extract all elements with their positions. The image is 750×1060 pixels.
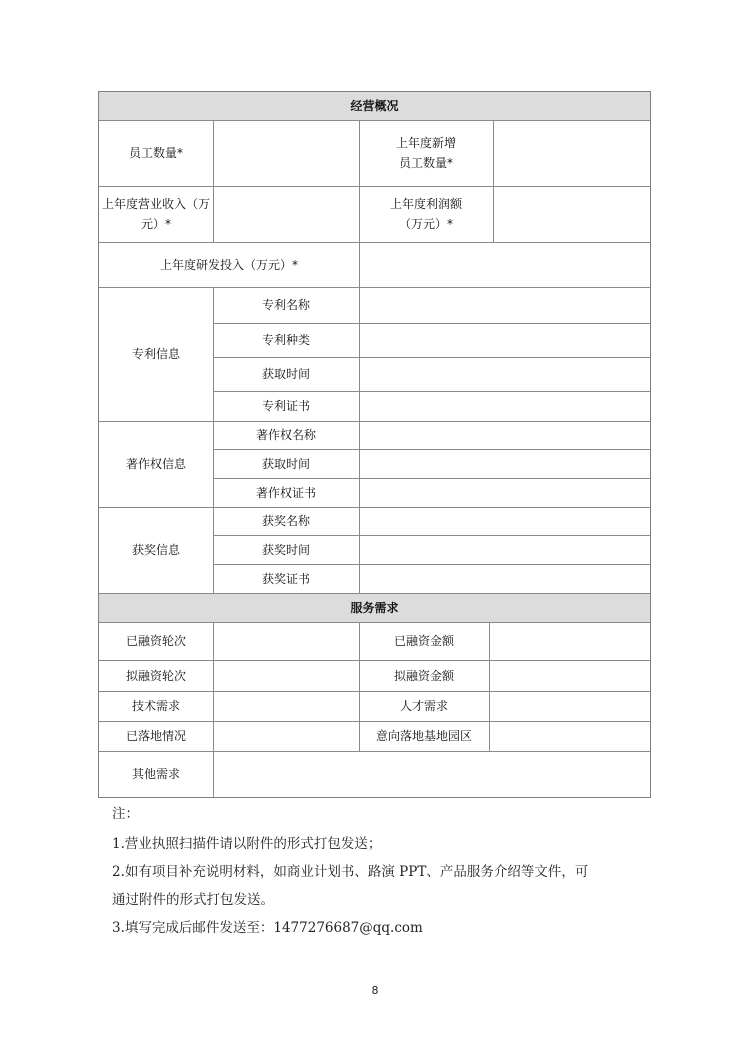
label-tech-need xyxy=(99,691,213,721)
grid-line xyxy=(99,421,650,422)
label-planned-round xyxy=(99,660,213,691)
label-other-need xyxy=(99,751,213,797)
input-patent-type[interactable] xyxy=(359,323,650,357)
label-tech-need-text: 技术需求 xyxy=(131,699,180,713)
input-talent-need[interactable] xyxy=(489,691,650,721)
label-new-employees xyxy=(359,120,493,186)
note-1: 1.营业执照扫描件请以附件的形式打包发送； xyxy=(112,836,382,852)
grid-line xyxy=(99,186,650,187)
input-patent-cert[interactable] xyxy=(359,391,650,421)
grid-line xyxy=(99,721,650,722)
grid-line xyxy=(213,120,214,242)
label-intended-park-text: 意向落地基地园区 xyxy=(375,729,472,743)
note-3: 3.填写完成后邮件发送至：1477276687@qq.com xyxy=(112,920,423,936)
input-financing-round[interactable] xyxy=(213,622,359,660)
grid-line xyxy=(213,478,650,479)
grid-line xyxy=(99,120,650,121)
note-2-line2: 通过附件的形式打包发送。 xyxy=(112,892,274,908)
input-intended-park[interactable] xyxy=(489,721,650,751)
label-award-cert-text: 获奖证书 xyxy=(261,571,310,586)
label-landing-status-text: 已落地情况 xyxy=(125,729,186,743)
label-patent-cert-text: 专利证书 xyxy=(261,399,310,413)
note-2-line1: 2.如有项目补充说明材料，如商业计划书、路演 PPT、产品服务介绍等文件，可 xyxy=(112,864,589,880)
label-award-group xyxy=(99,507,213,593)
input-copyright-cert[interactable] xyxy=(359,478,650,507)
label-patent-type-text: 专利种类 xyxy=(261,333,310,347)
input-copyright-name[interactable] xyxy=(359,421,650,449)
label-rd-text: 上年度研发投入（万元）* xyxy=(159,257,298,272)
label-award-name-text: 获奖名称 xyxy=(261,514,310,528)
input-award-time[interactable] xyxy=(359,535,650,564)
grid-line xyxy=(99,660,650,661)
label-award-group-text: 获奖信息 xyxy=(131,543,180,557)
input-profit[interactable] xyxy=(493,186,650,242)
page-number: 8 xyxy=(371,984,379,997)
label-patent-name-text: 专利名称 xyxy=(261,298,310,312)
label-planned-amount-text: 拟融资金额 xyxy=(393,668,454,683)
label-rd xyxy=(99,242,359,287)
label-financing-round-text: 已融资轮次 xyxy=(125,634,186,648)
input-new-employees[interactable] xyxy=(493,120,650,186)
input-copyright-time[interactable] xyxy=(359,449,650,478)
label-patent-group xyxy=(99,287,213,421)
label-copyright-name-text: 著作权名称 xyxy=(255,428,316,442)
grid-line xyxy=(213,622,214,797)
input-tech-need[interactable] xyxy=(213,691,359,721)
grid-line xyxy=(359,120,360,242)
section-header-service xyxy=(99,593,650,622)
grid-line xyxy=(213,535,650,536)
label-profit xyxy=(359,186,493,242)
grid-line xyxy=(493,120,494,242)
grid-line xyxy=(99,691,650,692)
notes-title: 注： xyxy=(112,806,139,822)
label-copyright-time-text: 获取时间 xyxy=(261,456,310,471)
label-planned-amount xyxy=(359,660,489,691)
grid-line xyxy=(213,323,650,324)
grid-line xyxy=(213,391,650,392)
input-award-name[interactable] xyxy=(359,507,650,535)
label-patent-type xyxy=(213,323,359,357)
label-new-employees-line2: 员工数量* xyxy=(398,156,453,170)
label-award-time xyxy=(213,535,359,564)
label-patent-group-text: 专利信息 xyxy=(131,347,180,361)
grid-line xyxy=(99,507,650,508)
label-financing-round xyxy=(99,622,213,660)
grid-line xyxy=(213,564,650,565)
grid-line xyxy=(213,449,650,450)
input-patent-name[interactable] xyxy=(359,287,650,323)
label-copyright-group-text: 著作权信息 xyxy=(125,457,186,471)
label-award-time-text: 获奖时间 xyxy=(261,542,310,557)
input-award-cert[interactable] xyxy=(359,564,650,593)
label-copyright-group xyxy=(99,421,213,507)
label-profit-line1: 上年度利润额 xyxy=(389,197,462,211)
label-patent-time-text: 获取时间 xyxy=(261,367,310,381)
label-revenue xyxy=(99,186,213,242)
input-planned-amount[interactable] xyxy=(489,660,650,691)
label-financing-amount-text: 已融资金额 xyxy=(393,634,454,648)
label-copyright-cert-text: 著作权证书 xyxy=(255,485,316,500)
grid-line xyxy=(213,357,650,358)
label-award-cert xyxy=(213,564,359,593)
label-patent-cert xyxy=(213,391,359,421)
label-patent-name xyxy=(213,287,359,323)
label-employees-text: 员工数量* xyxy=(128,146,183,160)
label-new-employees-line1: 上年度新增 xyxy=(395,136,456,150)
grid-line xyxy=(213,287,214,593)
label-talent-need-text: 人才需求 xyxy=(399,699,448,713)
grid-line xyxy=(99,593,650,594)
grid-line xyxy=(489,622,490,751)
label-copyright-cert xyxy=(213,478,359,507)
grid-line xyxy=(99,242,650,243)
label-landing-status xyxy=(99,721,213,751)
input-rd[interactable] xyxy=(359,242,650,287)
grid-line xyxy=(359,287,360,593)
grid-line xyxy=(99,751,650,752)
label-planned-round-text: 拟融资轮次 xyxy=(125,668,186,683)
label-profit-line2: （万元）* xyxy=(398,217,453,231)
label-award-name xyxy=(213,507,359,535)
grid-line xyxy=(359,622,360,751)
label-revenue-line1: 上年度营业收入（万 xyxy=(101,197,210,211)
label-revenue-line2: 元）* xyxy=(140,217,171,231)
label-talent-need xyxy=(359,691,489,721)
input-other-need[interactable] xyxy=(213,751,650,797)
input-employees[interactable] xyxy=(213,120,359,186)
label-copyright-time xyxy=(213,449,359,478)
input-patent-time[interactable] xyxy=(359,357,650,391)
label-intended-park xyxy=(359,721,489,751)
section-title-service: 服务需求 xyxy=(350,600,399,615)
section-title-business: 经营概况 xyxy=(350,99,399,113)
label-patent-time xyxy=(213,357,359,391)
input-landing-status[interactable] xyxy=(213,721,359,751)
grid-line xyxy=(99,287,650,288)
label-financing-amount xyxy=(359,622,489,660)
company-info-form xyxy=(98,91,651,798)
label-employees xyxy=(99,120,213,186)
input-financing-amount[interactable] xyxy=(489,622,650,660)
label-copyright-name xyxy=(213,421,359,449)
section-header-business xyxy=(99,92,650,120)
input-planned-round[interactable] xyxy=(213,660,359,691)
label-other-need-text: 其他需求 xyxy=(131,767,180,781)
grid-line xyxy=(99,622,650,623)
input-revenue[interactable] xyxy=(213,186,359,242)
grid-line xyxy=(359,242,360,287)
